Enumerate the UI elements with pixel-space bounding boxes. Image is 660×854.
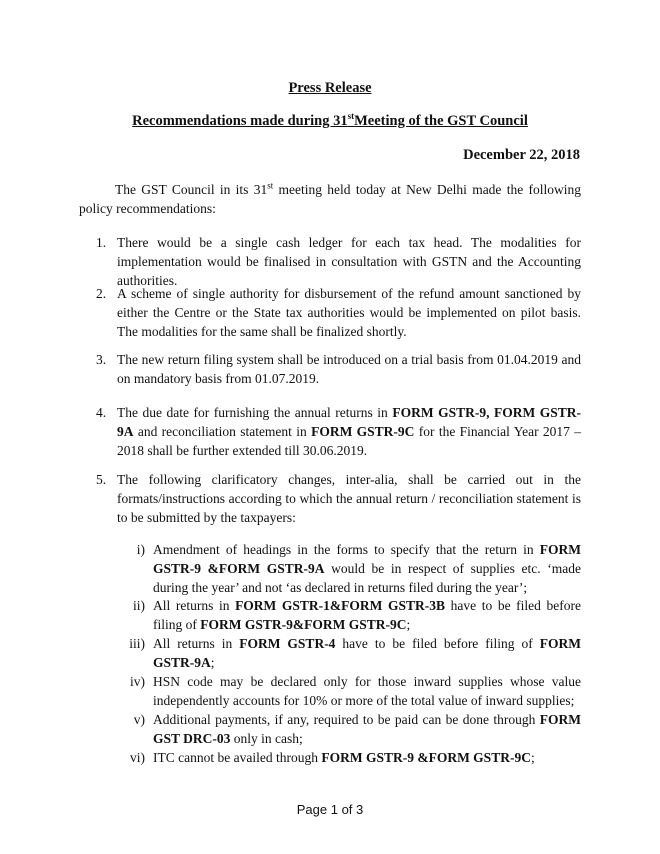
form-name: FORM GSTR-4 [239,636,336,651]
form-name: FORM GSTR-9 &FORM GSTR-9C [321,750,531,765]
subtitle-superscript: st [347,111,355,122]
sublist-item-text [153,748,581,767]
text-run: ; [406,617,411,632]
sublist-item-text: HSN code may be declared only for those inward supplies whose value independently accounts for 10% or more of the total value of inward supplies; [153,674,581,708]
text-run: have to be filed before filing of [153,598,581,632]
list-item-text: The following clarificatory changes, inter-alia, shall be carried out in the formats/instructions according to which the annual return / reconciliation statement is to be submitted by the taxpayers: [117,472,581,525]
sublist-item-number: v) [133,712,145,727]
list-item-number: 3. [96,352,107,367]
list-item-text [117,403,581,460]
form-name: FORM GSTR-9 &FORM GSTR-9A [153,542,581,576]
text-run: for the Financial Year 2017 – 2018 shall be further extended till 30.06.2019. [117,424,581,458]
intro-superscript: st [267,180,274,191]
text-run: only in cash; [230,731,303,746]
form-name: FORM GSTR-9C [311,424,415,439]
text-run: ; [210,655,215,670]
sublist-item-number: i) [136,542,145,557]
sublist-item-number: vi) [130,750,145,765]
subtitle-text: Recommendations made during 31 [132,113,348,129]
list-item-number: 4. [96,405,107,420]
text-run: Additional payments, if any, required to be paid can be done through [153,712,540,727]
text-run: have to be filed before filing of [335,636,540,651]
text-run: All returns in [153,598,236,613]
list-item-text: The new return filing system shall be introduced on a trial basis from 01.04.2019 and on mandatory basis from 01.07.2019. [117,352,581,386]
sublist-item-number: ii) [133,598,145,613]
sublist-item-text [153,634,581,672]
sublist-item-text [153,596,581,634]
list-item-number: 2. [96,286,107,301]
intro-text-end: meeting held today at New Delhi made the following policy recommendations: [79,182,581,216]
text-run: would be in respect of supplies etc. ‘made during the year’ and not ‘as declared in returns filed during the year’; [153,561,582,595]
form-name: FORM GSTR-1&FORM GSTR-3B [235,598,446,613]
document-subtitle [0,113,660,130]
sublist-item-number: iv) [130,674,145,689]
form-name: FORM GST DRC-03 [153,712,581,746]
form-name: FORM GSTR-9&FORM GSTR-9C [200,617,407,632]
text-run: ; [530,750,535,765]
press-release-title: Press Release [288,80,372,96]
text-run: ITC cannot be availed through [153,750,322,765]
text-run: Amendment of headings in the forms to specify that the return in [153,542,540,557]
text-run: and reconciliation statement in [133,424,312,439]
list-item-text: There would be a single cash ledger for each tax head. The modalities for implementation would be finalised in consultation with GSTN and the Accounting authorities. [117,235,581,288]
page-number: Page 1 of 3 [296,802,364,817]
text-run: The due date for furnishing the annual returns in [117,405,393,420]
release-date: December 22, 2018 [463,147,580,163]
intro-paragraph [79,180,581,218]
sublist-item-number: iii) [129,636,145,651]
list-item-text: A scheme of single authority for disbursement of the refund amount sanctioned by either the Centre or the State tax authorities would be implemented on pilot basis. The modalities for the same shall be finalized shortly. [117,286,581,339]
subtitle-text-end: Meeting of the GST Council [354,113,528,129]
list-item-number: 1. [96,235,107,250]
sublist-item-text [153,710,581,748]
form-name: FORM GSTR-9A [153,636,581,670]
intro-text: The GST Council in its 31 [115,182,268,197]
sublist-item-text [153,540,581,597]
list-item-number: 5. [96,472,107,487]
text-run: All returns in [153,636,240,651]
form-name: FORM GSTR-9, FORM GSTR-9A [117,405,581,439]
